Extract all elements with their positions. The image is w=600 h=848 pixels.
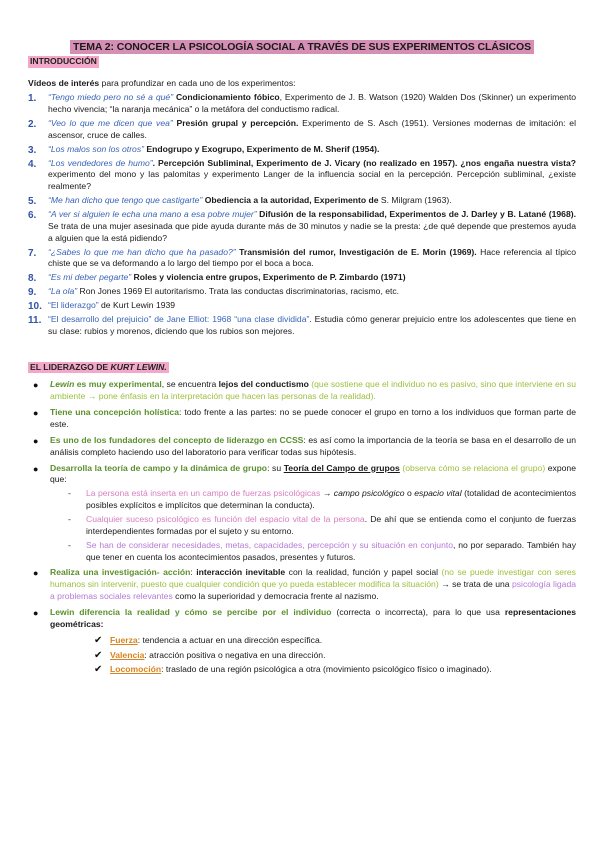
item-quote: “Veo lo que me dicen que vea” bbox=[48, 117, 173, 128]
item-text: Hace referencia al típico chiste que se va deformando a lo largo del tiempo por el boca a boca. bbox=[48, 246, 576, 269]
experiment-item bbox=[28, 300, 576, 312]
item-bold: Condicionamiento fóbico bbox=[173, 92, 280, 103]
experiment-list bbox=[28, 92, 576, 337]
item-number: 8. bbox=[28, 273, 37, 285]
bullet-bold: Realiza una investigación- acción bbox=[50, 567, 191, 578]
field-theory-list bbox=[50, 488, 576, 563]
sub-italic: espacio vital bbox=[414, 488, 462, 499]
lewin-list bbox=[28, 379, 576, 676]
item-quote: “Me han dicho que tengo que castigarte” bbox=[48, 195, 203, 206]
item-number: 3. bbox=[28, 144, 37, 156]
item-bold: Roles y violencia entre grupos, Experimento de P. Zimbardo (1971) bbox=[131, 272, 406, 283]
sub-text: , no por separado. También hay que tener en cuenta los acontecimientos pasados, presentes y futuros. bbox=[86, 539, 576, 562]
sub-highlight: Cualquier suceso psicológico es función del espacio vital de la persona bbox=[86, 513, 365, 524]
sub-item bbox=[50, 514, 576, 538]
lewin-bullet bbox=[28, 567, 576, 603]
check-icon: ✔ bbox=[94, 649, 103, 661]
lewin-bullet bbox=[28, 607, 576, 676]
item-quote: “La ola” bbox=[48, 286, 78, 297]
item-bold: Difusión de la responsabilidad, Experimentos de J. Darley y B. Latané (1968). bbox=[256, 208, 576, 219]
lewin-heading bbox=[28, 362, 169, 374]
bullet-icon: ● bbox=[33, 568, 39, 579]
check-text: : traslado de una región psicológica a otra (movimiento psicológico físico o imaginado). bbox=[161, 664, 492, 675]
item-text: S. Milgram (1963). bbox=[378, 195, 452, 206]
item-number: 5. bbox=[28, 196, 37, 208]
bullet-text: expone que: bbox=[50, 462, 576, 485]
lewin-bullet bbox=[28, 407, 576, 431]
experiment-item bbox=[28, 286, 576, 298]
check-term: Fuerza bbox=[110, 634, 138, 645]
item-number: 10. bbox=[28, 300, 42, 312]
item-bold: . Percepción Subliminal, Experimento de J. Vicary (no realizado en 1957). ¿nos engaña nuestra vista? bbox=[152, 157, 576, 168]
item-number: 1. bbox=[28, 93, 37, 105]
check-item bbox=[50, 650, 576, 662]
item-text: Se trata de una mujer asesinada que pide ayuda durante más de 30 minutos y nadie se la presta: ¿de qué depende que prestemos ayuda a alguien que la está pidiendo? bbox=[48, 220, 576, 243]
lewin-bullet bbox=[28, 435, 576, 459]
item-quote: “Tengo miedo pero no sé a qué” bbox=[48, 92, 174, 103]
sub-item bbox=[50, 488, 576, 512]
bullet-text: (correcta o incorrecta), para lo que usa bbox=[331, 607, 505, 617]
bullet-note: (observa cómo se relaciona el grupo) bbox=[399, 462, 546, 473]
bullet-text: : su bbox=[267, 462, 284, 473]
bullet-note: (no se puede investigar con seres humanos sin intervenir, puesto que cualquier condición que yo pueda establecer modifica la situación) bbox=[50, 567, 576, 590]
bullet-icon: ● bbox=[33, 608, 39, 618]
bullet-bold: es muy experimental bbox=[74, 379, 162, 390]
lewin-name: Lewin bbox=[50, 379, 75, 390]
item-number: 6. bbox=[28, 209, 37, 221]
bullet-text: como la superioridad y democracia frente al nazismo. bbox=[172, 591, 379, 602]
sub-item bbox=[50, 540, 576, 564]
item-text: . Estudia cómo generar prejuicio entre los adolescentes que tiene en su clase: rubios y morenos, diciendo que los rubios son mejores. bbox=[48, 313, 576, 336]
item-quote: “El liderazgo” bbox=[48, 299, 99, 310]
lewin-heading-name: KURT LEWIN. bbox=[110, 361, 167, 372]
experiment-item bbox=[28, 118, 576, 142]
bullet-bold: interacción inevitable bbox=[196, 567, 286, 578]
experiment-item bbox=[28, 92, 576, 116]
bullet-bold: Tiene una concepción holística bbox=[50, 407, 179, 418]
dash-icon: - bbox=[68, 513, 71, 524]
experiment-item bbox=[28, 144, 576, 156]
dash-icon: - bbox=[68, 539, 71, 550]
item-quote: “¿Sabes lo que me han dicho que ha pasado?” bbox=[48, 246, 236, 257]
sub-arrow: → bbox=[320, 488, 334, 499]
item-bold: Obediencia a la autoridad, Experimento de bbox=[202, 195, 379, 206]
experiment-item bbox=[28, 195, 576, 207]
bullet-bold: lejos del conductismo bbox=[218, 379, 309, 390]
bullet-icon: ● bbox=[33, 380, 39, 391]
intro-heading: INTRODUCCIÓN bbox=[30, 56, 97, 67]
check-icon: ✔ bbox=[94, 634, 103, 646]
item-quote: “Los vendedores de humo” bbox=[48, 157, 153, 168]
item-number: 4. bbox=[28, 158, 37, 170]
bullet-icon: ● bbox=[33, 463, 39, 474]
bullet-text: , se encuentra bbox=[161, 379, 219, 390]
sub-text: (totalidad de acontecimientos posibles explícitos e implícitos que determinan la conducta). bbox=[86, 488, 577, 511]
sub-text: . De ahí que se entienda como el conjunto de fuerzas interdependientes formadas por el sujeto y su entorno. bbox=[86, 513, 576, 536]
item-quote: “Es mi deber pegarte” bbox=[48, 272, 132, 283]
sub-highlight: La persona está inserta en un campo de fuerzas psicológicas bbox=[86, 488, 321, 499]
item-text: , Experimento de J. B. Watson (1920) Walden Dos (Skinner) un experimento hecho vivencia; “la naranja mecánica” o la metáfora del conductismo radical. bbox=[48, 92, 576, 115]
bullet-text: → se trata de una bbox=[438, 579, 512, 590]
experiment-item bbox=[28, 209, 576, 245]
document-title: TEMA 2: CONOCER LA PSICOLOGÍA SOCIAL A TRAVÉS DE SUS EXPERIMENTOS CLÁSICOS bbox=[70, 40, 534, 54]
item-quote: “A ver si alguien le echa una mano a esa pobre mujer” bbox=[48, 208, 257, 219]
item-number: 11. bbox=[28, 314, 42, 326]
lewin-bullet bbox=[28, 379, 576, 403]
item-number: 7. bbox=[28, 247, 37, 259]
check-term: Valencia bbox=[110, 649, 145, 660]
bullet-bold: Es uno de los fundadores del concepto de liderazgo en CCSS bbox=[50, 434, 304, 445]
bullet-icon: ● bbox=[33, 408, 39, 419]
bullet-text: con la realidad, función y papel social bbox=[285, 567, 439, 578]
document-page bbox=[28, 40, 576, 680]
experiment-item bbox=[28, 272, 576, 284]
check-term: Locomoción bbox=[110, 664, 162, 675]
item-bold: Presión grupal y percepción. bbox=[172, 117, 299, 128]
sub-italic: campo psicológico bbox=[333, 488, 405, 499]
lewin-bullet bbox=[28, 463, 576, 564]
intro-line-bold: Vídeos de interés bbox=[28, 78, 100, 89]
experiment-item bbox=[28, 314, 576, 338]
item-number: 9. bbox=[28, 287, 37, 299]
bullet-text: : bbox=[190, 567, 197, 578]
check-text: : atracción positiva o negativa en una dirección. bbox=[144, 649, 326, 660]
check-text: : tendencia a actuar en una dirección específica. bbox=[137, 634, 323, 645]
intro-line bbox=[28, 78, 576, 90]
item-text: de Kurt Lewin 1939 bbox=[98, 299, 176, 310]
item-text: Ron Jones 1969 El autoritarismo. Trata las conductas discriminatorias, racismo, etc. bbox=[77, 286, 400, 297]
experiment-item bbox=[28, 247, 576, 271]
bullet-icon: ● bbox=[33, 435, 39, 446]
item-quote: “Los malos son los otros” bbox=[48, 143, 144, 154]
check-item bbox=[50, 664, 576, 676]
check-icon: ✔ bbox=[94, 664, 103, 676]
check-item bbox=[50, 635, 576, 647]
item-number: 2. bbox=[28, 118, 37, 130]
item-text: Experimento de S. Asch (1951). Versiones modernas de imitación: el ascensor, cruce de calles. bbox=[48, 117, 576, 140]
sub-highlight: Se han de considerar necesidades, metas, capacidades, percepción y su situación en conjunto bbox=[86, 539, 454, 550]
bullet-bold: representaciones geométricas: bbox=[50, 607, 576, 629]
bullet-underline: Teoría del Campo de grupos bbox=[283, 462, 400, 473]
bullet-text: : todo frente a las partes: no se puede conocer el grupo en torno a los individuos que forman parte de este. bbox=[50, 407, 576, 429]
bullet-bold: Desarrolla la teoría de campo y la dinámica de grupo bbox=[50, 462, 268, 473]
item-bold: Transmisión del rumor, Investigación de E. Morin (1969). bbox=[235, 246, 477, 257]
lewin-heading-prefix: EL LIDERAZGO DE bbox=[30, 361, 111, 372]
item-text: experimento del mono y las palomitas y experimento Langer de la influencia social en la percepción. Percepción subliminal, ¿existe realmente? bbox=[48, 169, 576, 192]
intro-line-rest: para profundizar en cada uno de los experimentos: bbox=[99, 78, 296, 89]
sub-text: o bbox=[404, 488, 415, 499]
item-bold: Endogrupo y Exogrupo, Experimento de M. Sherif (1954). bbox=[144, 143, 380, 154]
title-wrap bbox=[28, 40, 576, 54]
dash-icon: - bbox=[68, 488, 71, 499]
geometric-list bbox=[50, 635, 576, 677]
bullet-bold: Lewin diferencia la realidad y cómo se percibe por el individuo bbox=[50, 607, 332, 617]
bullet-highlight: psicología ligada a problemas sociales relevantes bbox=[50, 579, 576, 602]
bullet-note: (que sostiene que el individuo no es pasivo, sino que interviene en su ambiente → pone énfasis en la interpretación que hacen las personas de la realidad). bbox=[50, 379, 576, 402]
item-quote: “El desarrollo del prejuicio” de Jane Elliot: 1968 “una clase dividida” bbox=[48, 313, 310, 324]
experiment-item bbox=[28, 158, 576, 194]
bullet-text: : es así como la importancia de la teoría se basa en el desarrollo de un análisis completo haciendo uso del laboratorio para verificar todas sus hipótesis. bbox=[50, 434, 576, 457]
